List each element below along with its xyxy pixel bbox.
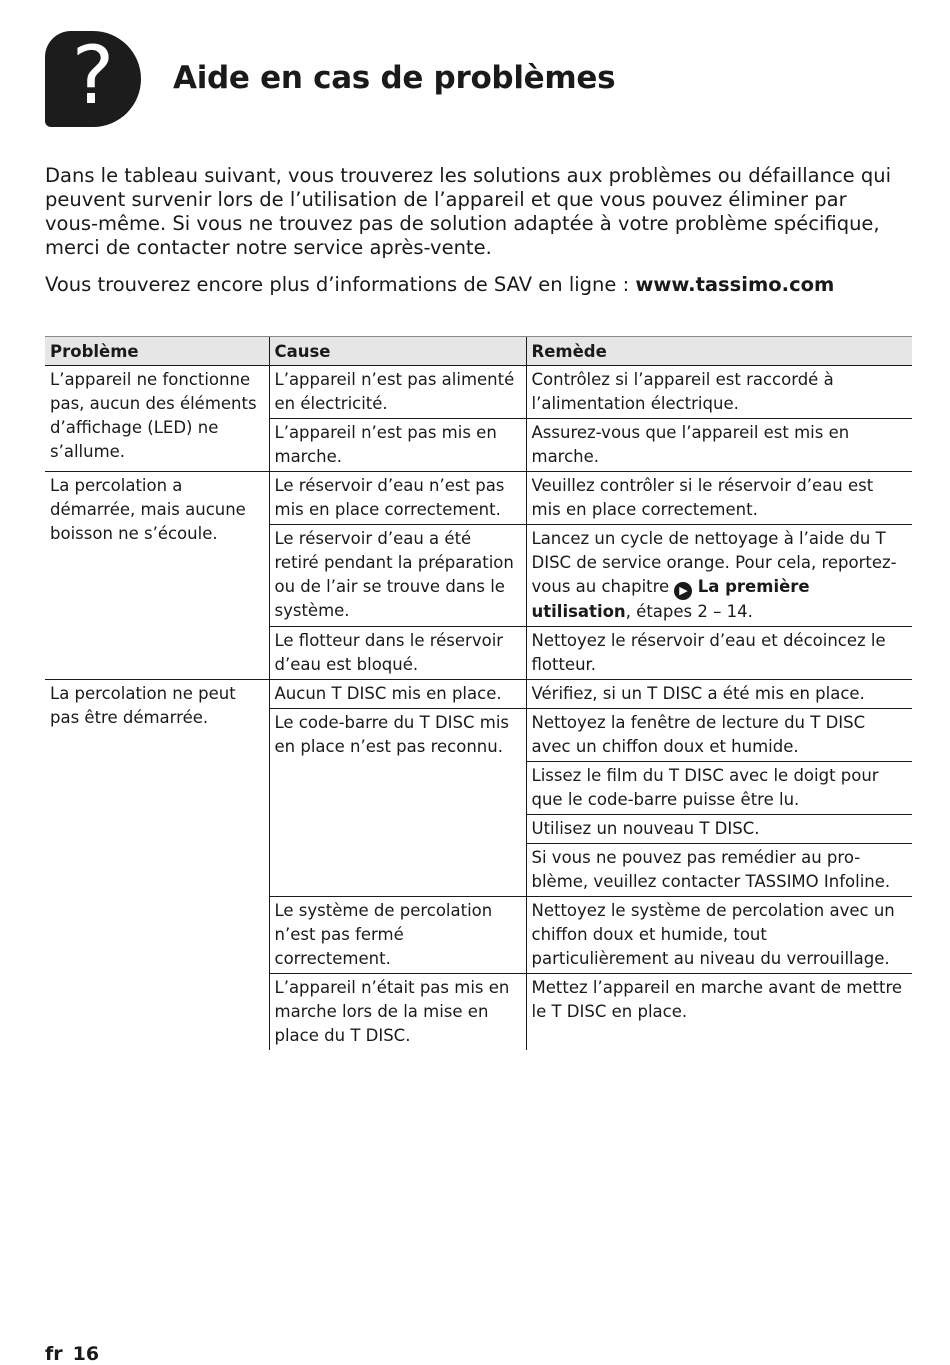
cause-cell: Le flotteur dans le réservoir d’eau est bloqué. (269, 627, 526, 680)
remedy-cell: Veuillez contrôler si le réservoir d’eau est mis en place correctement. (526, 472, 912, 525)
page-footer (45, 1343, 99, 1365)
remedy-cell: Si vous ne pouvez pas remédier au pro-blème, veuillez contacter TASSIMO Infoline. (526, 844, 912, 897)
header-cause: Cause (269, 337, 526, 366)
cause-cell: Le réservoir d’eau a été retiré pendant la préparation ou de l’air se trouve dans le système. (269, 525, 526, 627)
troubleshooting-table (45, 336, 912, 1050)
remedy-text-suffix: , étapes 2 – 14. (625, 602, 753, 621)
cause-cell: L’appareil n’était pas mis en marche lors de la mise en place du T DISC. (269, 974, 526, 1051)
chapter-reference-link[interactable]: La première utilisation (531, 577, 810, 621)
page-title: Aide en cas de problèmes (173, 60, 616, 96)
play-arrow-icon: ▶ (674, 582, 692, 600)
remedy-cell: Nettoyez la fenêtre de lecture du T DISC avec un chiffon doux et humide. (526, 709, 912, 762)
table-row (45, 680, 912, 709)
remedy-cell: Nettoyez le système de percolation avec un chiffon doux et humide, tout particulièrement au niveau du verrouillage. (526, 897, 912, 974)
remedy-cell: Vérifiez, si un T DISC a été mis en place. (526, 680, 912, 709)
table-row (45, 472, 912, 525)
online-text: Vous trouverez encore plus d’informations de SAV en ligne : (45, 273, 630, 296)
online-info (45, 273, 905, 297)
remedy-cell: Lissez le film du T DISC avec le doigt pour que le code-barre puisse être lu. (526, 762, 912, 815)
cause-cell: Le code-barre du T DISC mis en place n’est pas reconnu. (269, 709, 526, 897)
problem-cell: La percolation a démarrée, mais aucune boisson ne s’écoule. (45, 472, 269, 680)
remedy-cell (526, 525, 912, 627)
table-row (45, 366, 912, 419)
remedy-text: Lancez un cycle de nettoyage à l’aide du T DISC de service orange. Pour cela, reportez-vous au chapitre (531, 529, 897, 596)
cause-cell: Le réservoir d’eau n’est pas mis en place correctement. (269, 472, 526, 525)
intro-paragraph: Dans le tableau suivant, vous trouverez les solutions aux problèmes ou défaillance qui peuvent survenir lors de l’utilisation de l’appareil et que vous pouvez éliminer par vous-même. Si vous ne trouvez pas de solution adaptée à votre problème spécifique, merci de contacter notre service après-vente. (45, 164, 892, 259)
remedy-cell: Assurez-vous que l’appareil est mis en marche. (526, 419, 912, 472)
remedy-cell: Contrôlez si l’appareil est raccordé à l’alimentation électrique. (526, 366, 912, 419)
problem-cell: L’appareil ne fonctionne pas, aucun des éléments d’affichage (LED) ne s’allume. (50, 370, 257, 461)
question-mark-glyph: ? (71, 29, 115, 122)
website-link[interactable]: www.tassimo.com (635, 273, 835, 296)
remedy-cell: Mettez l’appareil en marche avant de mettre le T DISC en place. (526, 974, 912, 1051)
remedy-cell: Utilisez un nouveau T DISC. (526, 815, 912, 844)
header-problem: Problème (45, 337, 269, 366)
language-code: fr (45, 1343, 63, 1365)
cause-cell: Le système de percolation n’est pas fermé correctement. (269, 897, 526, 974)
question-mark-icon (45, 31, 141, 127)
table-header-row (45, 337, 912, 366)
header-remedy: Remède (526, 337, 912, 366)
page-number: 16 (72, 1343, 100, 1365)
problem-cell: La percolation ne peut pas être démarrée. (45, 680, 269, 1051)
remedy-cell: Nettoyez le réservoir d’eau et décoincez le flotteur. (526, 627, 912, 680)
cause-cell: L’appareil n’est pas alimenté en électricité. (269, 366, 526, 419)
cause-cell: Aucun T DISC mis en place. (269, 680, 526, 709)
cause-cell: L’appareil n’est pas mis en marche. (269, 419, 526, 472)
